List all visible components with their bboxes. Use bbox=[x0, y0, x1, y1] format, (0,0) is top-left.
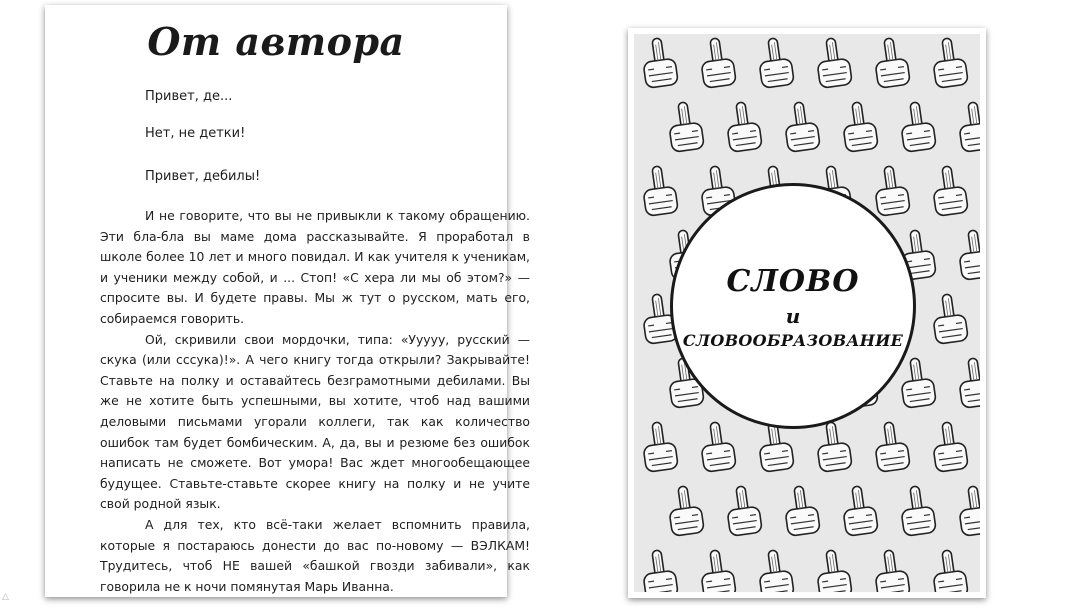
middle-finger-hand-icon bbox=[698, 420, 736, 472]
middle-finger-hand-icon bbox=[872, 420, 910, 472]
middle-finger-hand-icon bbox=[698, 548, 736, 592]
middle-finger-hand-icon bbox=[814, 548, 852, 592]
middle-finger-hand-icon bbox=[724, 100, 762, 152]
middle-finger-hand-icon bbox=[930, 164, 968, 216]
middle-finger-hand-icon bbox=[898, 356, 936, 408]
paragraph-2: Ой, скривили свои мордочки, типа: «Ууууу, русский — скука (или сссука)!». А чего книгу тогда открыли? Закрывайте! Ставьте на полку и оставайтесь безграмотными дебилами. Вы же не хотите быть успешными, вы хотите, чтоб над вашими деловыми письмами угорали коллеги, так как количество ошибок там будет бомбическим. А, да, вы и резюме без ошибок написать не сможете. Вот умора! Вас ждет многообещающее будущее. Ставьте-ставьте скорее книгу на полку и не учите свой родной язык. bbox=[100, 331, 530, 512]
middle-finger-hand-icon bbox=[814, 420, 852, 472]
cover-title-line-1: СЛОВО bbox=[726, 264, 860, 299]
middle-finger-hand-icon bbox=[640, 548, 678, 592]
middle-finger-hand-icon bbox=[782, 100, 820, 152]
paragraph-3: А для тех, кто всё-таки желает вспомнить правила, которые я постараюсь донести до вас по-новому — ВЭЛКАМ! Трудитесь, чтоб НЕ вашей «башкой гвозди забивали», как говорила не к ночи помянутая Марь Иванна. bbox=[100, 516, 530, 594]
greeting-line-3: Привет, дебилы! bbox=[145, 169, 261, 184]
body-text bbox=[100, 206, 530, 597]
middle-finger-hand-icon bbox=[930, 548, 968, 592]
middle-finger-hand-icon bbox=[640, 164, 678, 216]
middle-finger-hand-icon bbox=[872, 36, 910, 88]
middle-finger-hand-icon bbox=[814, 36, 852, 88]
middle-finger-hand-icon bbox=[872, 164, 910, 216]
middle-finger-hand-icon bbox=[930, 420, 968, 472]
middle-finger-hand-icon bbox=[956, 100, 980, 152]
middle-finger-hand-icon bbox=[930, 36, 968, 88]
middle-finger-hand-icon bbox=[840, 100, 878, 152]
paragraph-1: И не говорите, что вы не привыкли к такому обращению. Эти бла-бла вы маме дома рассказывайте. Я проработал в школе более 10 лет и много повидал. И как учителя к ученикам, и ученики между собой, и ... Стоп! «С хера ли мы об этом?» — спросите вы. И будете правы. Мы ж тут о русском, мать его, собираемся говорить. bbox=[100, 208, 530, 326]
corner-mark: △ bbox=[2, 592, 9, 602]
middle-finger-hand-icon bbox=[756, 36, 794, 88]
middle-finger-hand-icon bbox=[666, 100, 704, 152]
middle-finger-hand-icon bbox=[872, 548, 910, 592]
greeting-line-1: Привет, де... bbox=[145, 89, 233, 104]
middle-finger-hand-icon bbox=[956, 228, 980, 280]
book-cover bbox=[628, 28, 986, 598]
greeting-line-2: Нет, не детки! bbox=[145, 126, 246, 141]
middle-finger-hand-icon bbox=[756, 548, 794, 592]
middle-finger-hand-icon bbox=[956, 484, 980, 536]
middle-finger-hand-icon bbox=[666, 484, 704, 536]
middle-finger-hand-icon bbox=[930, 292, 968, 344]
cover-title-line-3: СЛОВООБРАЗОВАНИЕ bbox=[682, 331, 904, 350]
middle-finger-hand-icon bbox=[898, 100, 936, 152]
middle-finger-hand-icon bbox=[840, 484, 878, 536]
cover-title-line-2: и bbox=[785, 304, 801, 328]
middle-finger-hand-icon bbox=[640, 36, 678, 88]
middle-finger-hand-icon bbox=[782, 484, 820, 536]
page-title: От автора bbox=[147, 19, 405, 64]
middle-finger-hand-icon bbox=[698, 36, 736, 88]
middle-finger-hand-icon bbox=[640, 420, 678, 472]
middle-finger-hand-icon bbox=[724, 484, 762, 536]
middle-finger-hand-icon bbox=[956, 356, 980, 408]
left-page bbox=[45, 5, 530, 597]
middle-finger-hand-icon bbox=[898, 484, 936, 536]
cover-title-circle bbox=[670, 183, 916, 429]
